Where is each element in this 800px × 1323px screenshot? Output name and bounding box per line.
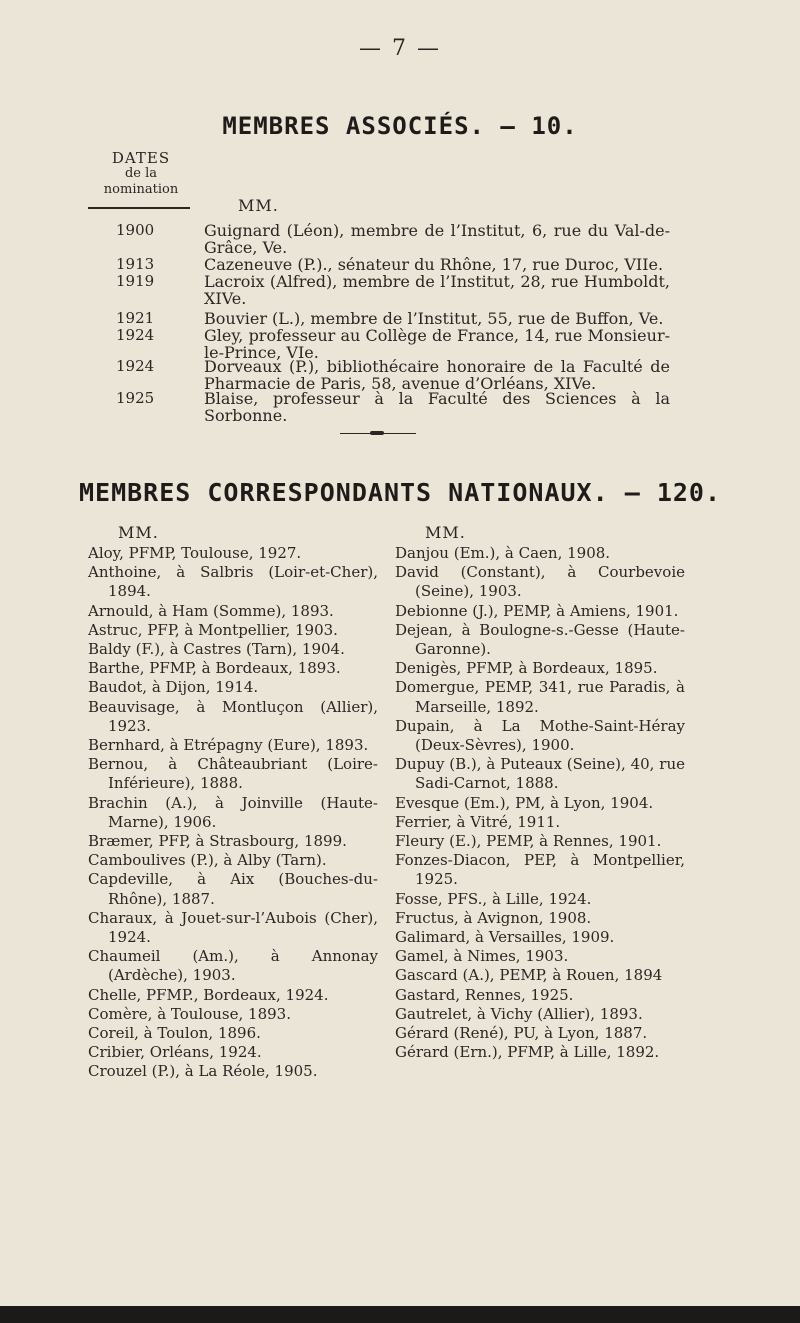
list-item: Dejean, à Boulogne-s.-Gesse (Haute-Garonne).: [395, 620, 685, 659]
associate-text: Gley, professeur au Collège de France, 14, rue Monsieur-le-Prince, VIe.: [204, 326, 670, 362]
list-item: Astruc, PFP, à Montpellier, 1903.: [88, 620, 338, 639]
nomination-year: 1925: [116, 389, 155, 407]
dates-label-de-la: de la: [124, 166, 158, 181]
list-item: Dupain, à La Mothe-Saint-Héray (Deux-Sèvres), 1900.: [395, 716, 685, 755]
list-item: Coreil, à Toulon, 1896.: [88, 1024, 261, 1043]
list-item: Aloy, PFMP, Toulouse, 1927.: [88, 544, 302, 562]
nomination-year: 1919: [116, 272, 155, 290]
list-item: Capdeville, à Aix (Bouches-du-Rhône), 1887.: [88, 870, 378, 908]
list-item: Gautrelet, à Vichy (Allier), 1893.: [395, 1004, 643, 1023]
list-item: Galimard, à Versailles, 1909.: [395, 928, 615, 947]
correspondents-right-column: [395, 522, 685, 1062]
list-item: Denigès, PFMP, à Bordeaux, 1895.: [395, 659, 658, 678]
list-item: David (Constant), à Courbevoie (Seine), 1903.: [395, 563, 685, 601]
list-item: Chelle, PFMP., Bordeaux, 1924.: [88, 985, 329, 1004]
associates-heading: MEMBRES ASSOCIÉS. — 10.: [222, 112, 578, 140]
dates-label: DATES: [111, 149, 171, 167]
list-item: Crouzel (P.), à La Réole, 1905.: [88, 1062, 318, 1081]
associates-mm-label: MM.: [238, 196, 279, 215]
list-item: Chaumeil (Am.), à Annonay (Ardèche), 1903.: [88, 947, 378, 985]
list-item: Gérard (Ern.), PFMP, à Lille, 1892.: [395, 1043, 660, 1062]
nomination-year: 1924: [116, 326, 155, 344]
list-item: Fonzes-Diacon, PEP, à Montpellier, 1925.: [395, 851, 685, 889]
list-item: Anthoine, à Salbris (Loir-et-Cher), 1894.: [88, 563, 378, 601]
list-item: Comère, à Toulouse, 1893.: [88, 1004, 291, 1023]
associate-text: Dorveaux (P.), bibliothécaire honoraire de la Faculté de Pharmacie de Paris, 58, avenue d’Orléans, XIVe.: [204, 357, 670, 393]
left-mm-label: MM.: [118, 523, 159, 542]
list-item: Danjou (Em.), à Caen, 1908.: [395, 544, 611, 562]
nomination-year: 1924: [116, 357, 155, 375]
right-mm-label: MM.: [425, 523, 466, 542]
list-item: Fosse, PFS., à Lille, 1924.: [395, 889, 592, 908]
dates-underline: [88, 207, 190, 209]
list-item: Cribier, Orléans, 1924.: [88, 1043, 262, 1062]
associate-text: Blaise, professeur à la Faculté des Sciences à la Sorbonne.: [204, 389, 670, 425]
list-item: Barthe, PFMP, à Bordeaux, 1893.: [88, 659, 341, 678]
list-item: Gamel, à Nimes, 1903.: [395, 947, 569, 966]
nomination-year: 1900: [116, 221, 155, 239]
list-item: Beauvisage, à Montluçon (Allier), 1923.: [88, 697, 378, 735]
list-item: Brachin (A.), à Joinville (Haute-Marne), 1906.: [88, 793, 378, 831]
list-item: Debionne (J.), PEMP, à Amiens, 1901.: [395, 601, 679, 620]
scan-edge-bar: [0, 1306, 800, 1323]
list-item: Camboulives (P.), à Alby (Tarn).: [88, 851, 327, 870]
associate-text: Lacroix (Alfred), membre de l’Institut, 28, rue Humboldt, XIVe.: [204, 272, 670, 308]
list-item: Bræmer, PFP, à Strasbourg, 1899.: [88, 832, 347, 851]
list-item: Domergue, PEMP, 341, rue Paradis, à Marseille, 1892.: [395, 678, 685, 716]
associate-text: Bouvier (L.), membre de l’Institut, 55, rue de Buffon, Ve.: [204, 309, 664, 328]
nomination-year: 1913: [116, 255, 155, 273]
list-item: Ferrier, à Vitré, 1911.: [395, 812, 561, 831]
dates-column-header: [86, 150, 196, 198]
list-item: Charaux, à Jouet-sur-l’Aubois (Cher), 1924.: [88, 908, 378, 947]
list-item: Gascard (A.), PEMP, à Rouen, 1894: [395, 966, 663, 985]
list-item: Fructus, à Avignon, 1908.: [395, 908, 592, 927]
page-number: — 7 —: [359, 36, 441, 61]
list-item: Gastard, Rennes, 1925.: [395, 985, 574, 1004]
list-item: Evesque (Em.), PM, à Lyon, 1904.: [395, 793, 654, 812]
list-item: Gérard (René), PU, à Lyon, 1887.: [395, 1024, 648, 1043]
associate-text: Cazeneuve (P.)., sénateur du Rhône, 17, rue Duroc, VIIe.: [204, 255, 664, 274]
list-item: Baudot, à Dijon, 1914.: [88, 678, 259, 697]
associate-text: Guignard (Léon), membre de l’Institut, 6, rue du Val-de-Grâce, Ve.: [204, 221, 670, 257]
list-item: Bernou, à Châteaubriant (Loire-Inférieure), 1888.: [88, 755, 378, 793]
list-item: Dupuy (B.), à Puteaux (Seine), 40, rue Sadi-Carnot, 1888.: [395, 755, 685, 793]
nomination-year: 1921: [116, 309, 155, 327]
list-item: Bernhard, à Etrépagny (Eure), 1893.: [88, 736, 369, 755]
dates-label-nomination: nomination: [103, 182, 179, 197]
list-item: Baldy (F.), à Castres (Tarn), 1904.: [88, 640, 345, 659]
section-separator: [340, 433, 416, 434]
list-item: Fleury (E.), PEMP, à Rennes, 1901.: [395, 832, 662, 851]
correspondents-left-column: [88, 522, 378, 1082]
list-item: Arnould, à Ham (Somme), 1893.: [88, 601, 334, 620]
correspondents-heading: MEMBRES CORRESPONDANTS NATIONAUX. — 120.: [78, 478, 722, 507]
